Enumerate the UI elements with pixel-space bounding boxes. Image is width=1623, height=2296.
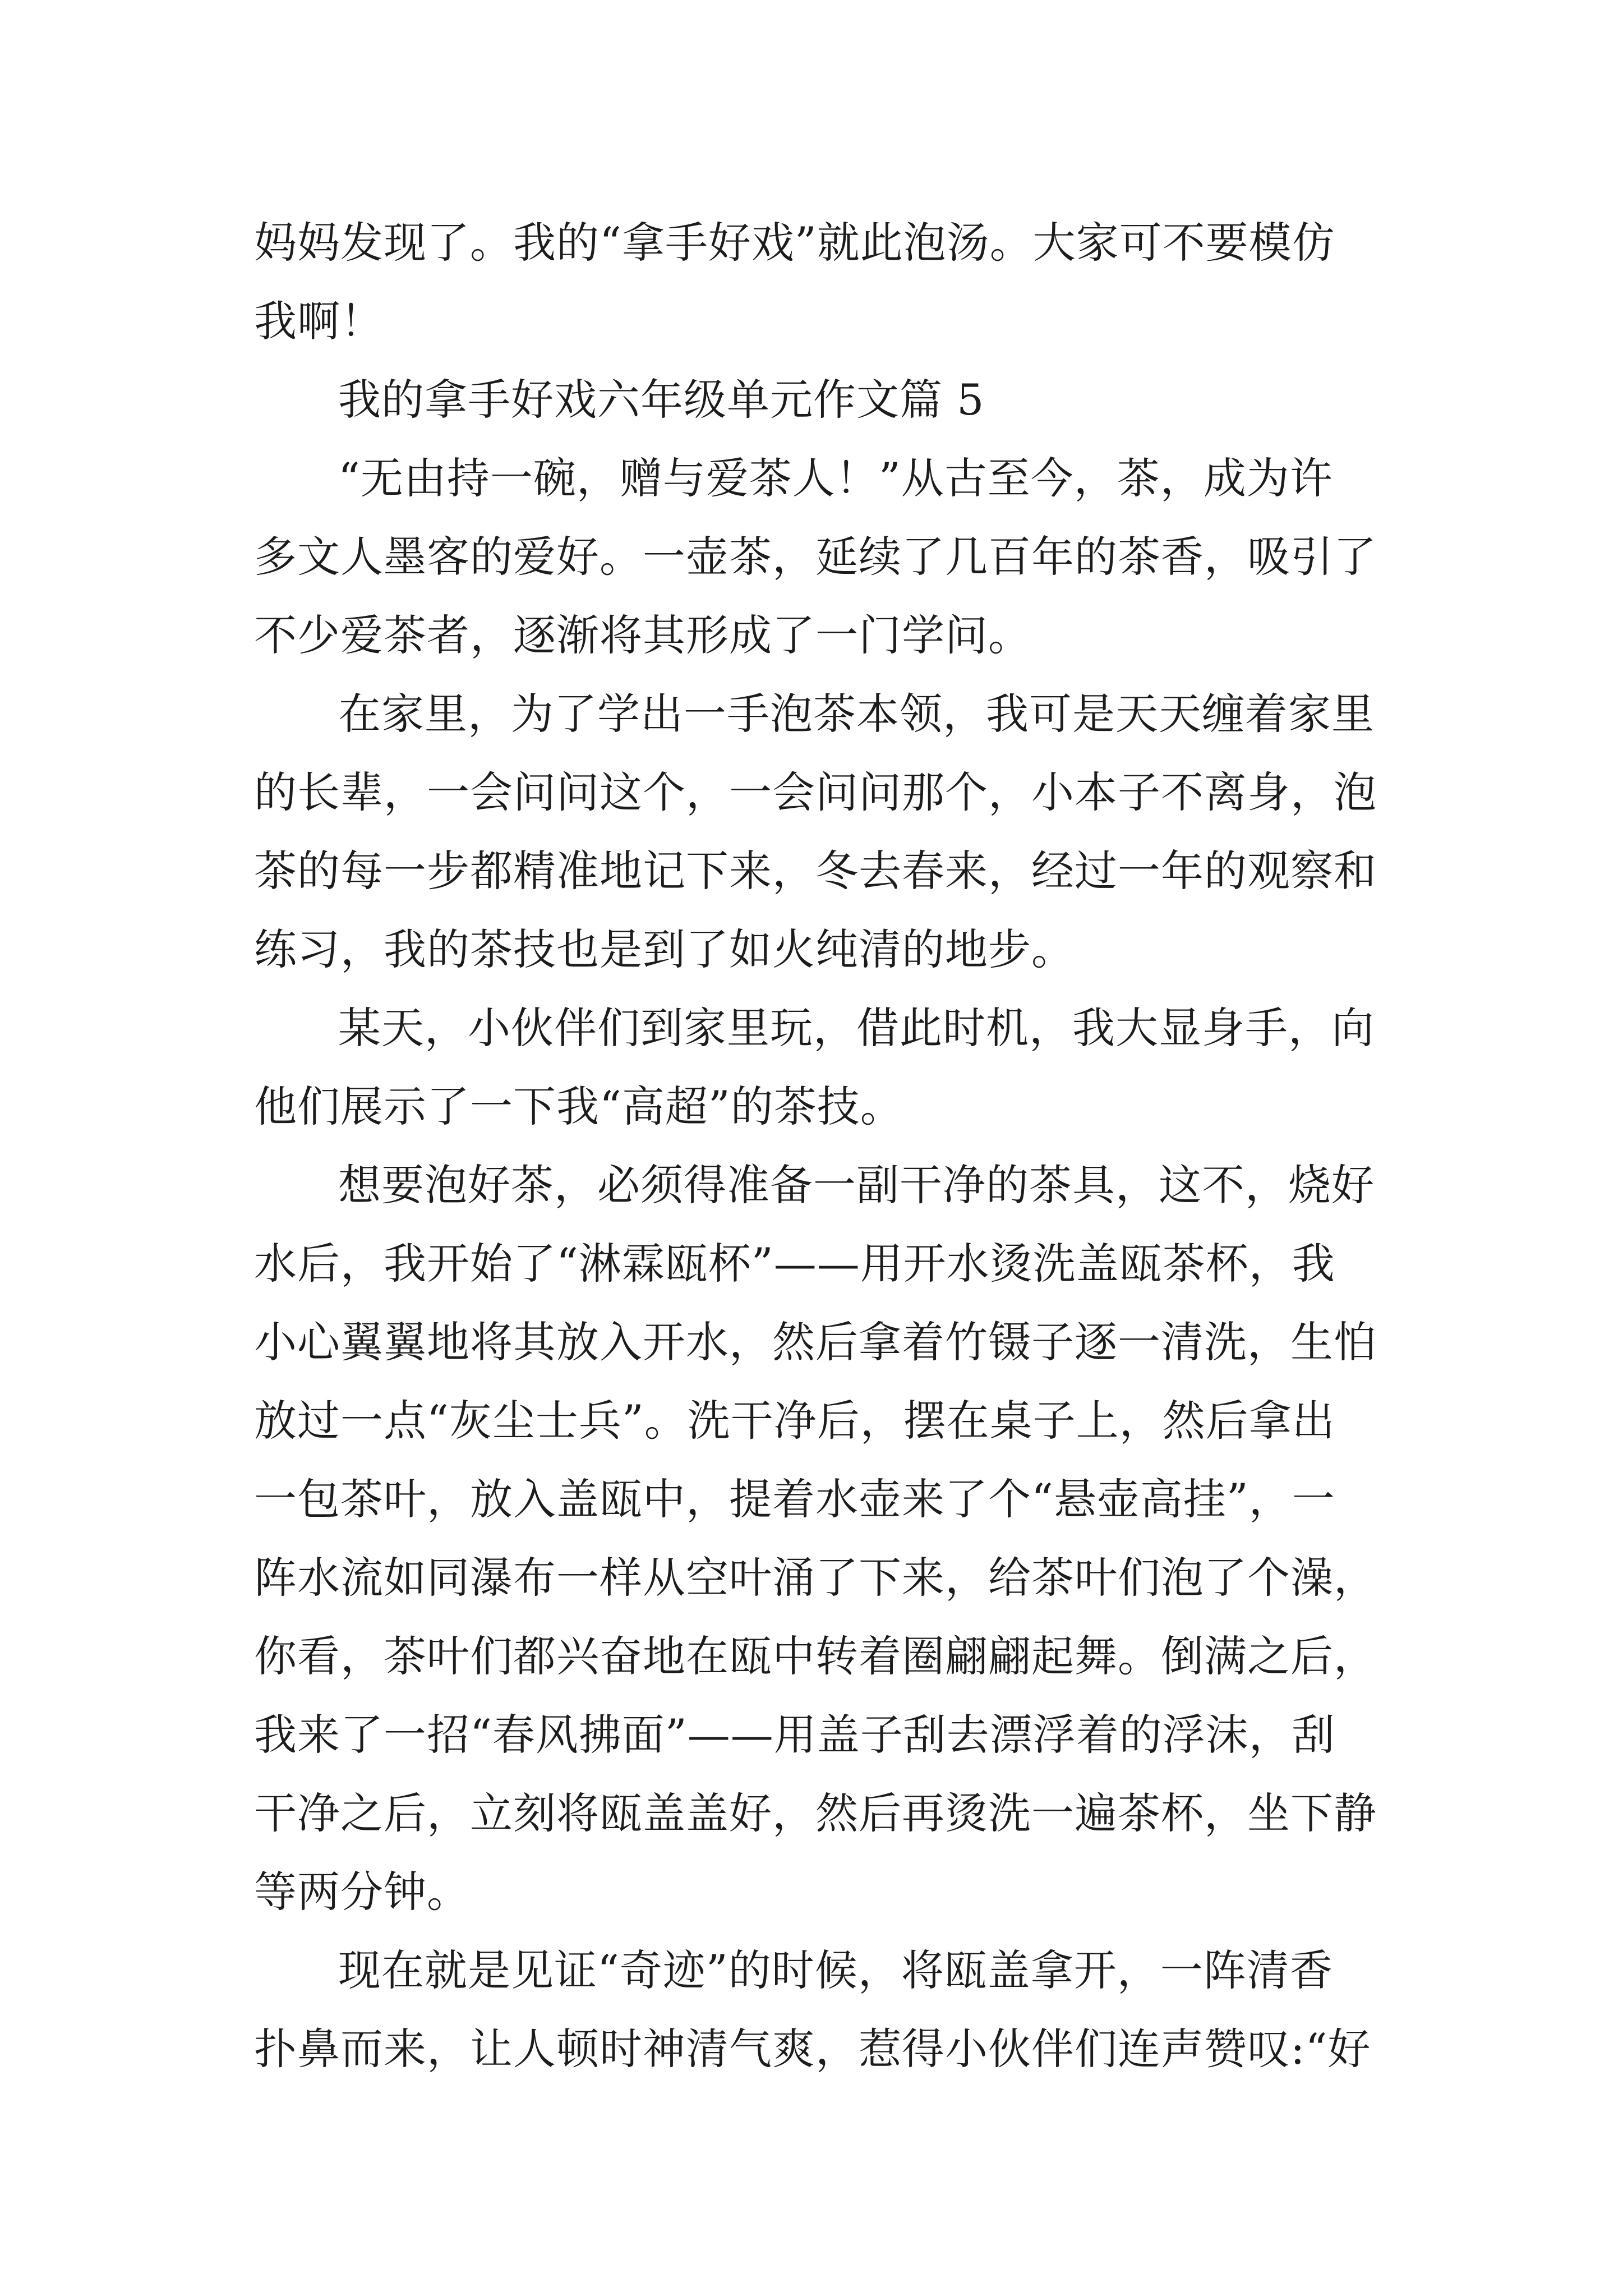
text-line: 他们展示了一下我“高超”的茶技。 <box>254 1082 903 1131</box>
text-line: 的长辈，一会问问这个，一会问问那个，小本子不离身，泡 <box>254 767 1377 817</box>
text-line: “无由持一碗，赠与爱茶人！”从古至今，茶，成为许 <box>338 453 1333 503</box>
text-line: 小心翼翼地将其放入开水，然后拿着竹镊子逐一清洗，生怕 <box>254 1317 1377 1367</box>
text-line: 干净之后，立刻将瓯盖盖好，然后再烫洗一遍茶杯，坐下静 <box>254 1788 1377 1838</box>
text-line: 阵水流如同瀑布一样从空叶涌了下来，给茶叶们泡了个澡， <box>254 1553 1377 1603</box>
text-line: 妈妈发现了。我的“拿手好戏”就此泡汤。大家可不要模仿 <box>254 218 1335 268</box>
text-line: 现在就是见证“奇迹”的时候，将瓯盖拿开，一阵清香 <box>338 1945 1333 1995</box>
text-line: 你看，茶叶们都兴奋地在瓯中转着圈翩翩起舞。倒满之后， <box>254 1631 1377 1681</box>
text-line: 多文人墨客的爱好。一壶茶，延续了几百年的茶香，吸引了 <box>254 532 1377 582</box>
text-line: 放过一点“灰尘士兵”。洗干净后，摆在桌子上，然后拿出 <box>254 1396 1335 1446</box>
text-line: 我啊！ <box>254 296 384 346</box>
text-line: 想要泡好茶，必须得准备一副干净的茶具，这不，烧好 <box>338 1160 1375 1210</box>
text-line: 扑鼻而来，让人顿时神清气爽，惹得小伙伴们连声赞叹:“好 <box>254 2024 1371 2074</box>
text-line: 等两分钟。 <box>254 1867 470 1917</box>
text-line: 练习，我的茶技也是到了如火纯清的地步。 <box>254 924 1075 974</box>
text-line: 某天，小伙伴们到家里玩，借此时机，我大显身手，向 <box>338 1003 1375 1053</box>
text-line: 一包茶叶，放入盖瓯中，提着水壶来了个“悬壶高挂”，一 <box>254 1474 1335 1524</box>
text-line: 在家里，为了学出一手泡茶本领，我可是天天缠着家里 <box>338 689 1375 739</box>
text-line: 水后，我开始了“淋霖瓯杯”——用开水烫洗盖瓯茶杯，我 <box>254 1239 1335 1289</box>
text-line: 不少爱茶者，逐渐将其形成了一门学问。 <box>254 610 1031 660</box>
section-heading: 我的拿手好戏六年级单元作文篇 5 <box>338 375 985 425</box>
text-line: 茶的每一步都精准地记下来，冬去春来，经过一年的观察和 <box>254 846 1377 896</box>
text-line: 我来了一招“春风拂面”——用盖子刮去漂浮着的浮沫，刮 <box>254 1710 1335 1760</box>
